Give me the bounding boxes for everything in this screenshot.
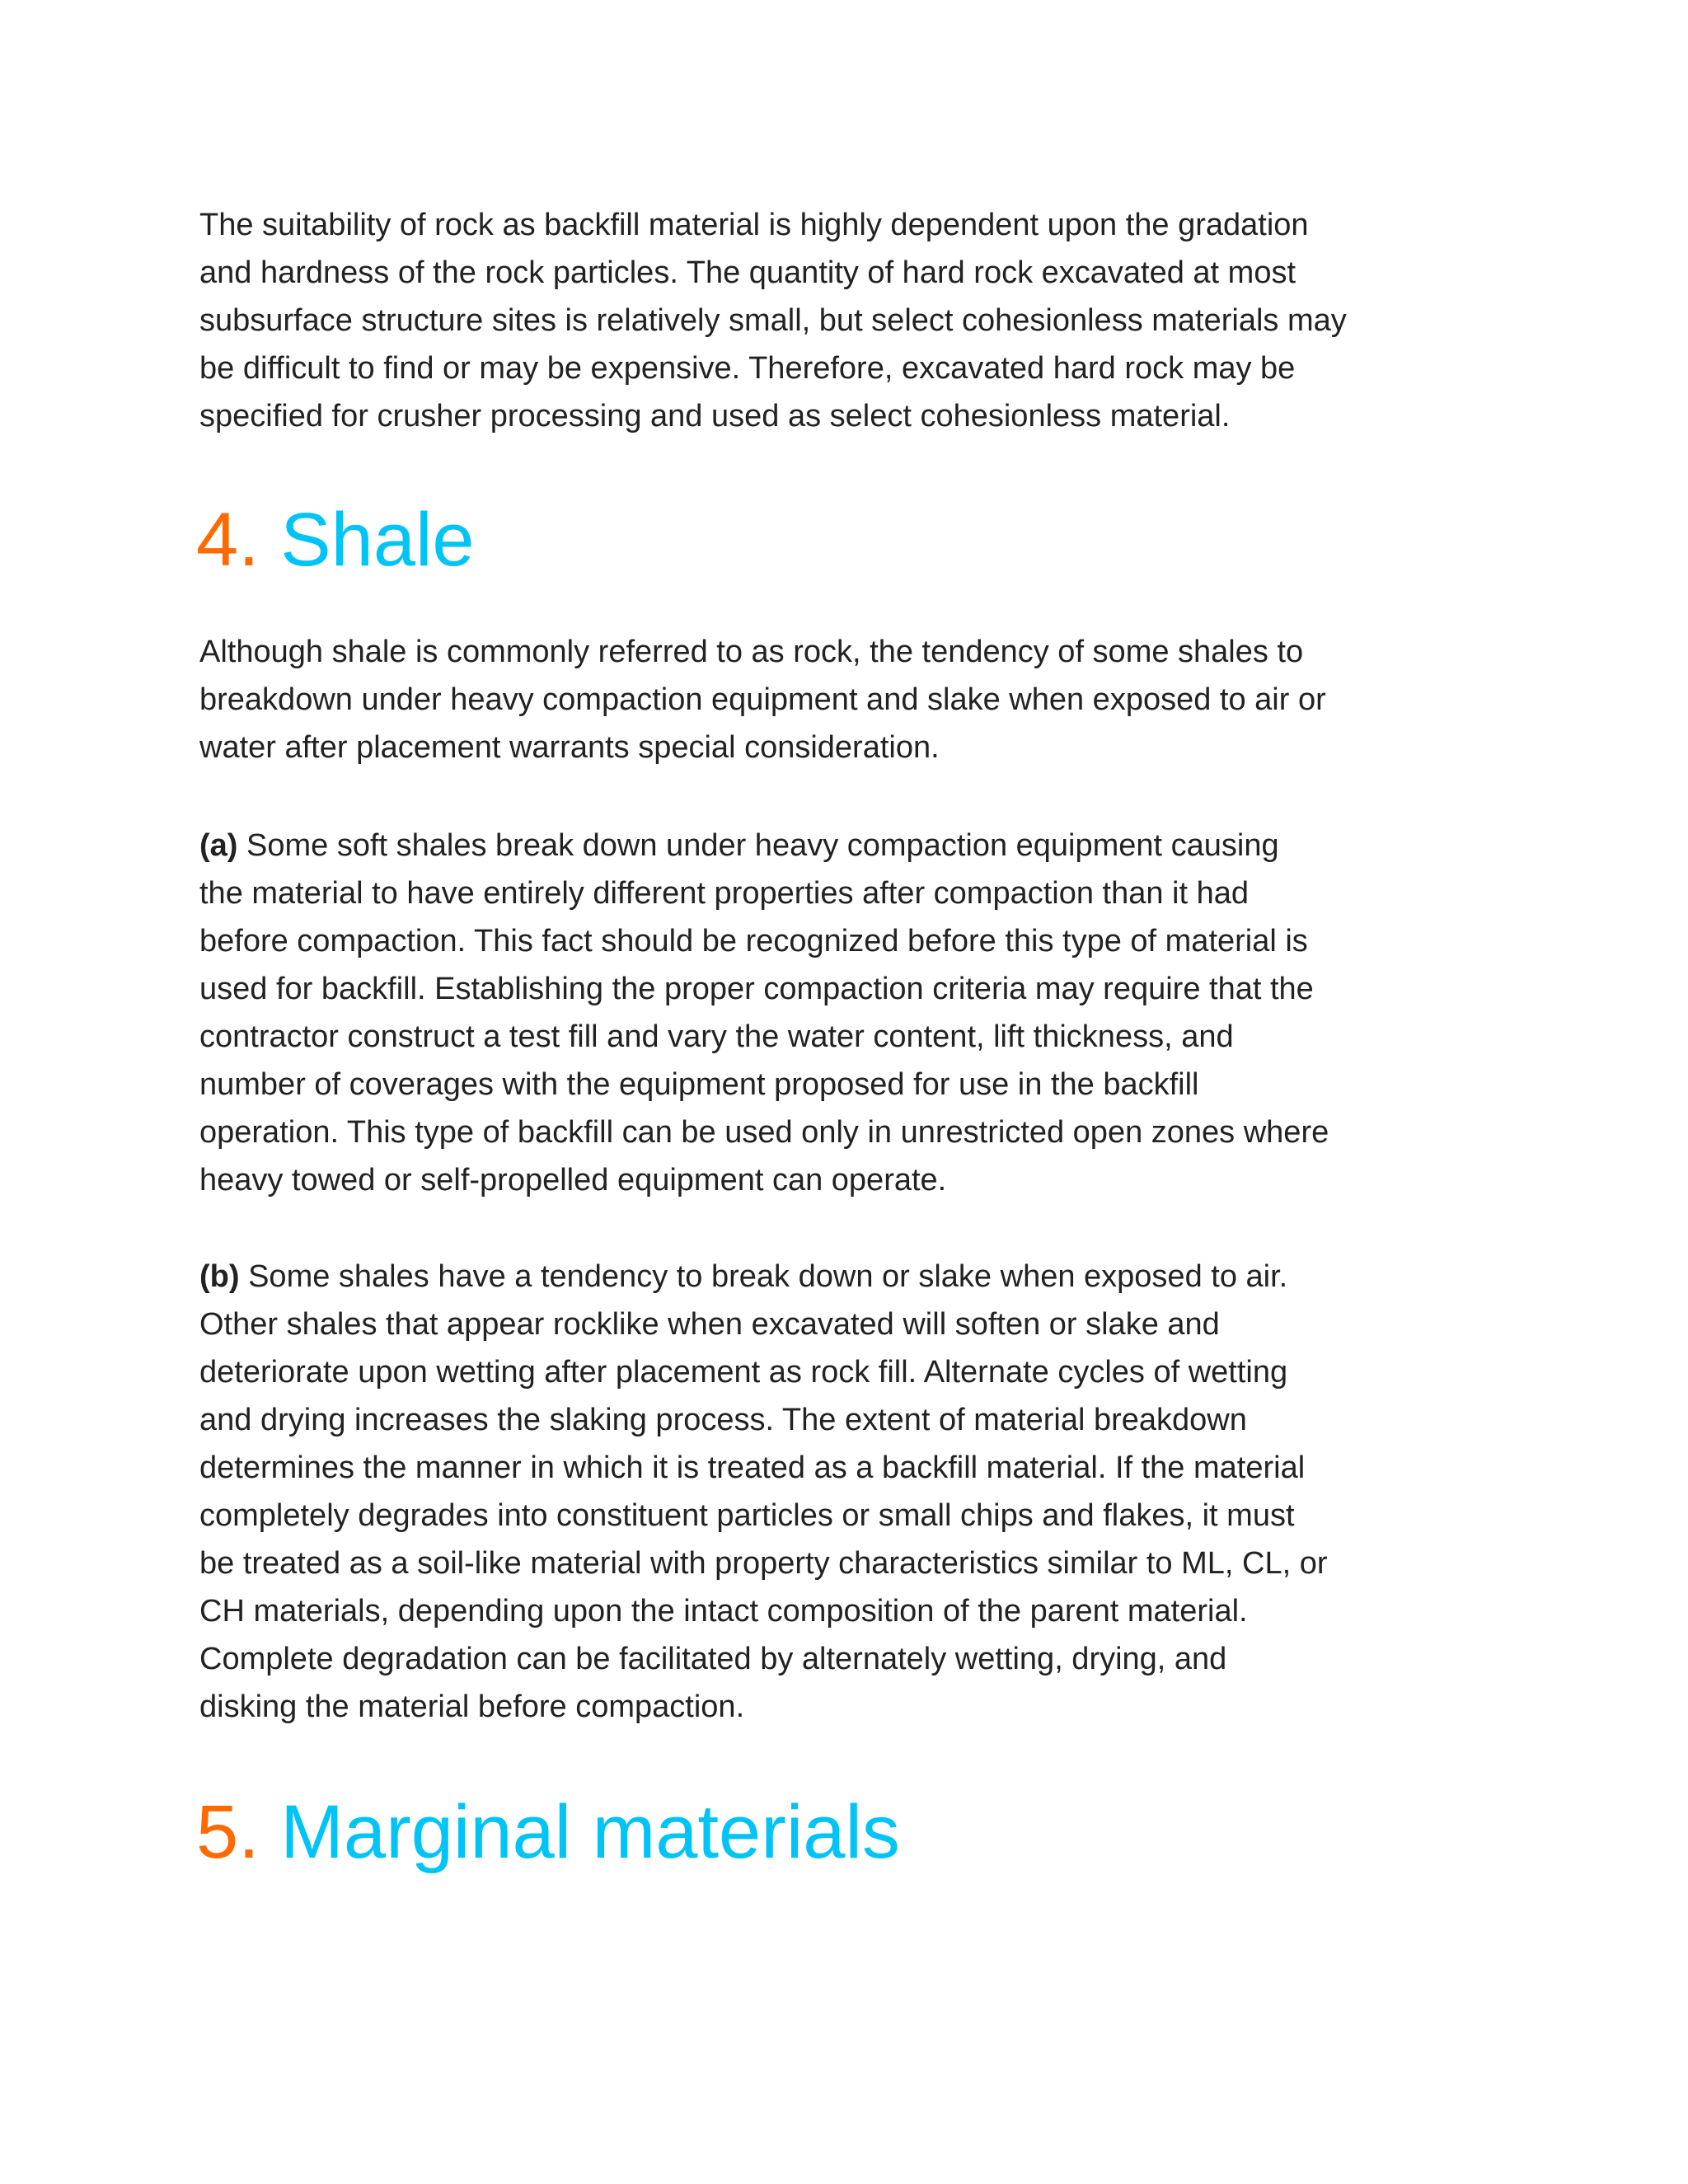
shale-intro-paragraph	[199, 628, 1551, 771]
section-number: 4.	[196, 498, 260, 582]
intro-paragraph	[199, 201, 1551, 440]
text-line: the material to have entirely different properties after compaction than it had	[199, 876, 1250, 911]
text-line: The suitability of rock as backfill material is highly dependent upon the gradation	[199, 208, 1309, 242]
text-line: disking the material before compaction.	[199, 1690, 745, 1724]
section-title: Marginal materials	[280, 1790, 900, 1874]
text-line: Some soft shales break down under heavy compaction equipment causing	[237, 828, 1279, 863]
text-line: be difficult to find or may be expensive. Therefore, excavated hard rock may be	[199, 351, 1296, 386]
text-line: contractor construct a test fill and vary the water content, lift thickness, and	[199, 1019, 1234, 1054]
item-label: (a)	[199, 828, 238, 863]
text-line: Other shales that appear rocklike when excavated will soften or slake and	[199, 1307, 1220, 1342]
text-line: and drying increases the slaking process. The extent of material breakdown	[199, 1403, 1247, 1437]
text-line: heavy towed or self-propelled equipment can operate.	[199, 1163, 947, 1197]
section-title: Shale	[280, 498, 475, 582]
text-line: be treated as a soil-like material with property characteristics similar to ML, CL, or	[199, 1546, 1328, 1581]
section-number: 5.	[196, 1790, 260, 1874]
text-line: determines the manner in which it is treated as a backfill material. If the material	[199, 1451, 1306, 1485]
text-line: Some shales have a tendency to break down or slake when exposed to air.	[239, 1259, 1288, 1294]
text-line: deteriorate upon wetting after placement as rock fill. Alternate cycles of wetting	[199, 1355, 1288, 1390]
paragraph-b	[199, 1253, 1551, 1731]
text-line: water after placement warrants special consideration.	[199, 730, 940, 765]
section-5-heading	[196, 1787, 900, 1877]
text-line: Complete degradation can be facilitated by alternately wetting, drying, and	[199, 1642, 1227, 1676]
text-line: and hardness of the rock particles. The quantity of hard rock excavated at most	[199, 255, 1296, 290]
text-line: operation. This type of backfill can be used only in unrestricted open zones where	[199, 1115, 1329, 1150]
paragraph-a	[199, 822, 1551, 1204]
text-line: completely degrades into constituent particles or small chips and flakes, it must	[199, 1498, 1295, 1533]
item-label: (b)	[199, 1259, 240, 1294]
text-line: Although shale is commonly referred to as rock, the tendency of some shales to	[199, 635, 1304, 669]
text-line: subsurface structure sites is relatively small, but select cohesionless materials may	[199, 303, 1347, 338]
text-line: before compaction. This fact should be recognized before this type of material is	[199, 924, 1308, 958]
text-line: number of coverages with the equipment proposed for use in the backfill	[199, 1067, 1199, 1102]
text-line: CH materials, depending upon the intact composition of the parent material.	[199, 1594, 1248, 1629]
text-line: breakdown under heavy compaction equipment and slake when exposed to air or	[199, 682, 1326, 717]
text-line: used for backfill. Establishing the proper compaction criteria may require that the	[199, 972, 1314, 1006]
text-line: specified for crusher processing and used as select cohesionless material.	[199, 399, 1231, 434]
section-4-heading	[196, 494, 475, 585]
